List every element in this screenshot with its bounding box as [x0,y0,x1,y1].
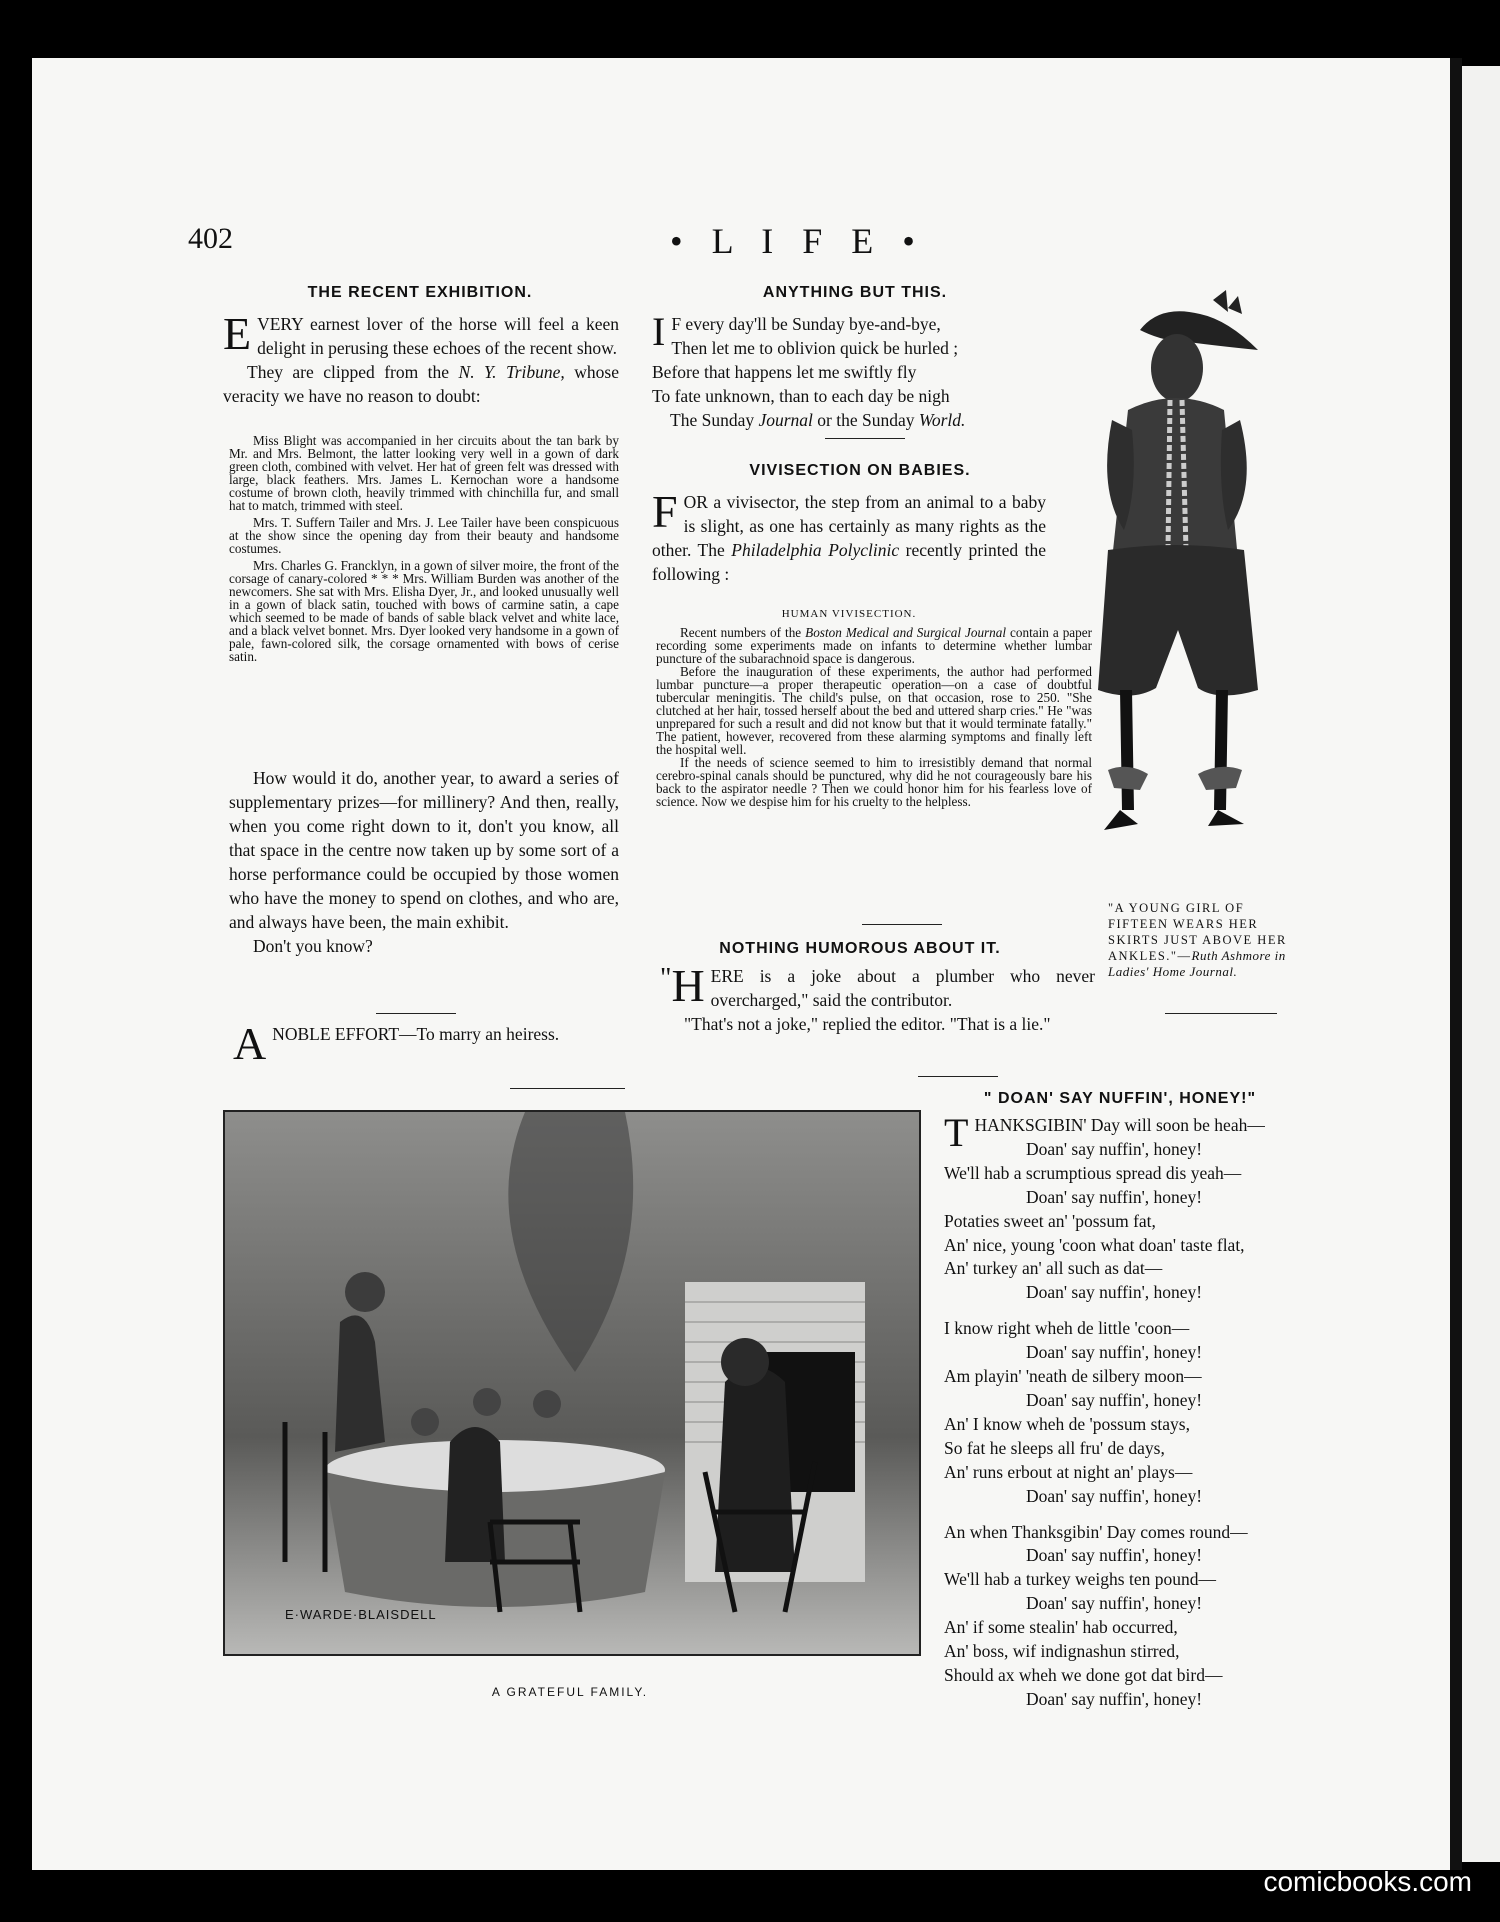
clip-paragraph: Before the inauguration of these experiments, the author had performed lumbar puncture—a proper therapeutic operation—on a case of doubtful tubercular meningitis. The child's pulse, on that occasion, rose to 250. "She clutched at her hair, tossed herself about the bed and uttered sharp cries." He "was unprepared for such a result and did not know but that it would terminate fatally." The patient, however, recovered from these alarming symptoms and finally left the hospital well. [656,664,1092,757]
artist-signature: E·WARDE·BLAISDELL [285,1607,437,1622]
doan-title: " DOAN' SAY NUFFIN', HONEY!" [983,1090,1257,1107]
divider [1165,1013,1277,1014]
exhibition-conclusion [229,766,619,958]
clipping-2: Mrs. T. Suffern Tailer and Mrs. J. Lee Tailer have been conspicuous at the show since the opening day from their beauty and handsome costumes. [229,515,619,556]
poem-line: We'll hab a turkey weighs ten pound— [944,1569,1216,1590]
girl-caption [1108,900,1308,980]
dropcap-h: H [671,960,705,1011]
poem-line: Potaties sweet an' 'possum fat, [944,1210,1156,1231]
grateful-family-illustration [223,1110,921,1656]
open-quote: " [660,963,672,994]
vivisection-intro-b: recently printed the following : [652,540,1046,584]
noble-text: NOBLE EFFORT—To marry an heiress. [272,1024,560,1044]
clip-text: contain a paper recording some experiments made on infants to determine whether lumbar puncture of the subarachnoid space is dangerous. [656,625,1092,666]
refrain-line: Doan' say nuffin', honey! [1026,1186,1203,1207]
clipping-3: Mrs. Charles G. Francklyn, in a gown of silver moire, the front of the corsage of canary-colored * * * Mrs. William Burden was another of the newcomers. She sat with Mrs. Elisha Dyer, Jr., and looked unusually well in a gown of black satin, touched with bows of carmine satin, a cape which seemed to be made of bands of sable black velvet and white lace, and a black velvet bonnet. Mrs. Dyer looked very handsome in a gown of pale, fawn-colored silk, the corsage ornamented with bows of cerise satin. [229,558,619,664]
vivisection-intro [652,486,1046,586]
poem-line: An' nice, young 'coon what doan' taste flat, [944,1234,1245,1255]
grateful-family-drawing [225,1112,919,1654]
journal-title: Boston Medical and Surgical Journal [805,625,1007,640]
tribune-name: N. Y. Tribune, [458,362,565,382]
polyclinic-name: Philadelphia Polyclinic [731,540,900,560]
poem-line: Then let me to oblivion quick be hurled ; [671,338,959,358]
watermark: comicbooks.com [1263,1866,1472,1897]
poem-line: An' runs erbout at night an' plays— [944,1461,1193,1482]
journal-name: Journal [758,410,813,430]
exhibition-intro-text: VERY earnest lover of the horse will feel a keen delight in perusing these echoes of the recent show. [257,314,619,358]
humorous-line-1: ERE is a joke about a plumber who never overcharged," said the contributor. [710,966,1095,1010]
poem-line: HANKSGIBIN' Day will soon be heah— [974,1115,1265,1135]
clip-text: Recent numbers of the [680,625,806,640]
vivisection-clipping [656,626,1092,808]
anything-poem [652,309,1092,432]
poem-line: An' turkey an' all such as dat— [944,1258,1163,1279]
refrain-line: Doan' say nuffin', honey! [1026,1688,1203,1709]
doan-poem [944,1110,1344,1712]
divider [510,1088,625,1089]
vivisection-intro-a: OR a vivisector, the step from an animal to a baby is slight, as one has certainly as many rights as the other. The [652,492,1046,560]
noble-effort [233,1018,629,1069]
world-name: World. [918,410,966,430]
dropcap-t: T [944,1110,969,1155]
poem-line: Should ax wheh we done got dat bird— [944,1664,1223,1685]
refrain-line: Doan' say nuffin', honey! [1026,1138,1203,1159]
poem-line: Before that happens let me swiftly fly [652,362,917,382]
dropcap-f: F [652,486,678,537]
intro2-b: whose veracity we have no reason to doubt: [223,362,619,406]
exhibition-intro [223,308,619,408]
humorous-text [660,960,1095,1036]
signoff-text: Don't you know? [253,936,373,956]
divider [862,924,942,925]
poem-line: We'll hab a scrumptious spread dis yeah— [944,1162,1242,1183]
divider [376,1013,456,1014]
refrain-line: Doan' say nuffin', honey! [1026,1485,1203,1506]
clip-paragraph: If the needs of science seemed to him to irresistibly demand that normal cerebro-spinal canals should be punctured, why did he not courageously bare his back to the aspirator needle ? Then we could honor him for his fearless love of science. Now we despise him for his cruelty to the helpless. [656,755,1092,809]
girl-illustration [1068,290,1286,890]
dropcap-i: I [652,309,666,354]
vivisection-title: VIVISECTION ON BABIES. [749,462,971,479]
exhibition-title: THE RECENT EXHIBITION. [307,284,533,301]
poem-line: F every day'll be Sunday bye-and-bye, [671,314,941,334]
humorous-line-2: "That's not a joke," replied the editor. "That is a lie." [684,1014,1051,1034]
anything-title: ANYTHING BUT THIS. [762,284,948,301]
adjacent-page-edge [1462,66,1500,1862]
divider [918,1076,998,1077]
poem-text: The Sunday [670,410,759,430]
poem-line: An' I know wheh de 'possum stays, [944,1413,1190,1434]
poem-line: So fat he sleeps all fru' de days, [944,1437,1165,1458]
refrain-line: Doan' say nuffin', honey! [1026,1282,1203,1303]
poem-line: Am playin' 'neath de silbery moon— [944,1366,1202,1387]
poem-text: or the Sunday [812,410,919,430]
poem-line: An' if some stealin' hab occurred, [944,1617,1178,1638]
exhibition-clippings [229,434,619,663]
masthead: • L I F E • [670,221,925,261]
girl-caption-source: Ruth Ashmore in Ladies' Home Journal. [1108,948,1286,979]
poem-line: An' boss, wif indignashun stirred, [944,1641,1180,1662]
human-vivisection-subhead: HUMAN VIVISECTION. [781,608,917,620]
refrain-line: Doan' say nuffin', honey! [1026,1389,1203,1410]
girl-caption-quote: "A YOUNG GIRL OF FIFTEEN WEARS HER SKIRTS JUST ABOVE HER ANKLES."— [1108,901,1287,963]
dropcap-e: E [223,308,252,359]
clipping-1: Miss Blight was accompanied in her circuits about the tan bark by Mr. and Mrs. Belmont, the latter looking very well in a gown of dark green cloth, combined with velvet. Her hat of green felt was dressed with large, black feathers. Mrs. James L. Kernochan wore a handsome costume of brown cloth, heavily trimmed with chinchilla fur, and small hat to match, trimmed with steel. [229,433,619,513]
dropcap-a: A [233,1018,267,1069]
binding-spine [1450,58,1462,1870]
refrain-line: Doan' say nuffin', honey! [1026,1342,1203,1363]
illustration-caption: A GRATEFUL FAMILY. [491,1685,649,1699]
poem-line: I know right wheh de little 'coon— [944,1318,1190,1339]
intro2-a: They are clipped from the [247,362,459,382]
refrain-line: Doan' say nuffin', honey! [1026,1545,1203,1566]
page-number: 402 [188,222,233,255]
divider [825,438,905,439]
humorous-title: NOTHING HUMOROUS ABOUT IT. [719,940,1001,957]
poem-line: To fate unknown, than to each day be nigh [652,386,950,406]
conclusion-text: How would it do, another year, to award a series of supplementary prizes—for millinery? And then, really, when you come right down to it, don't you know, all that space in the centre now taken up by some sort of a horse performance could be occupied by those women who have the money to spend on clothes, and who are, and always have been, the main exhibit. [229,768,619,932]
poem-line: An when Thanksgibin' Day comes round— [944,1521,1248,1542]
refrain-line: Doan' say nuffin', honey! [1026,1593,1203,1614]
